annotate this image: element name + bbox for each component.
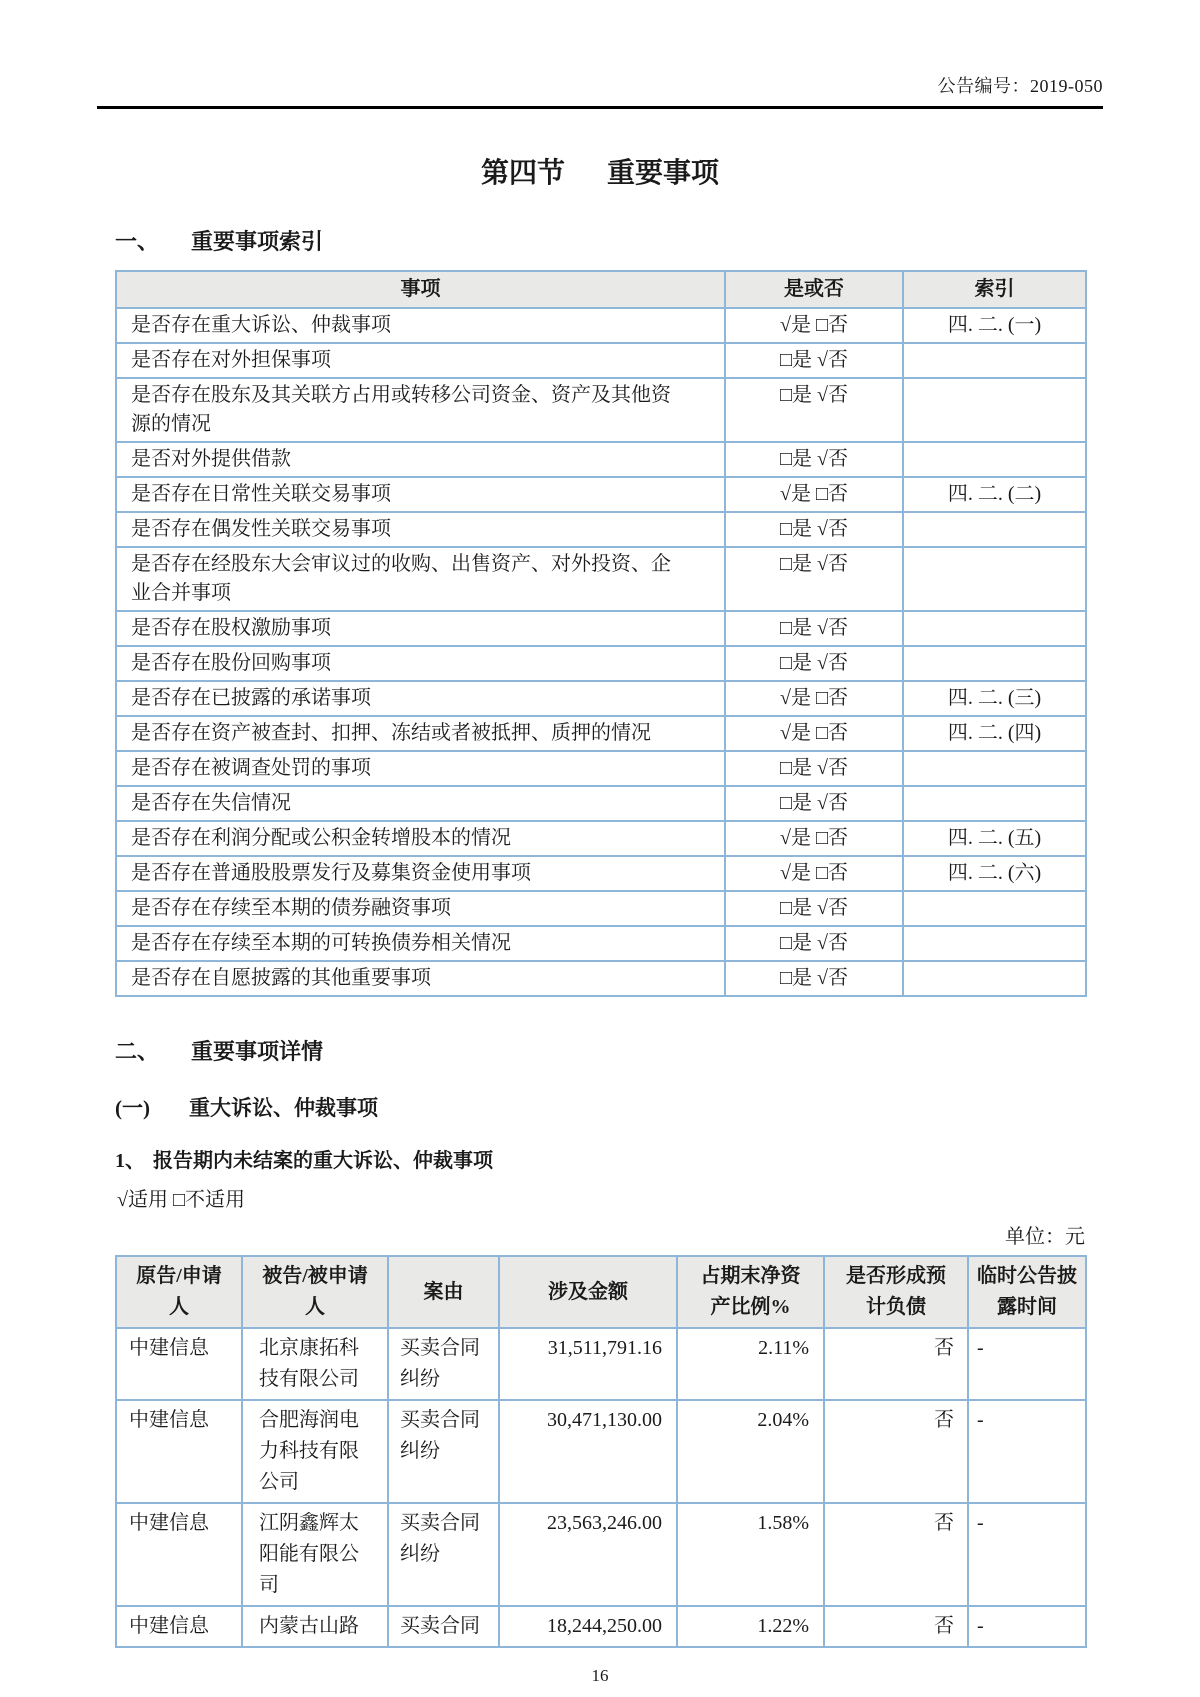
index-choice-cell: □是 √否: [725, 961, 903, 996]
lawsuit-table-header: [116, 1256, 1086, 1328]
index-choice-cell: □是 √否: [725, 646, 903, 681]
index-table-row: [116, 477, 1086, 512]
index-item-cell: 是否存在股份回购事项: [116, 646, 725, 681]
index-item-cell: 是否存在已披露的承诺事项: [116, 681, 725, 716]
index-choice-cell: □是 √否: [725, 611, 903, 646]
index-table-row: [116, 786, 1086, 821]
index-item-cell: 是否存在失信情况: [116, 786, 725, 821]
index-choice-cell: □是 √否: [725, 378, 903, 442]
column-header-yes-no: 是或否: [725, 271, 903, 308]
section-title: 重要事项详情: [191, 1039, 324, 1064]
index-choice-cell: √是 □否: [725, 681, 903, 716]
lawsuit-cause-cell: 买卖合同纠纷: [388, 1400, 499, 1503]
lawsuit-ratio-cell: 2.11%: [677, 1328, 824, 1400]
lawsuit-ratio-cell: 2.04%: [677, 1400, 824, 1503]
index-item-cell: 是否存在股东及其关联方占用或转移公司资金、资产及其他资源的情况: [116, 378, 725, 442]
lawsuit-plaintiff-cell: 中建信息: [116, 1328, 242, 1400]
index-choice-cell: □是 √否: [725, 751, 903, 786]
lawsuit-provision-cell: 否: [824, 1503, 968, 1606]
section-number: 二、: [115, 1039, 160, 1064]
page-title-section: 第四节: [480, 158, 565, 189]
index-choice-cell: □是 √否: [725, 442, 903, 477]
lawsuit-defendant-cell: 内蒙古山路: [242, 1606, 388, 1647]
index-table-header-row: [116, 271, 1086, 308]
index-table-row: [116, 646, 1086, 681]
section-title: 重要事项索引: [191, 229, 324, 254]
lawsuit-cause-cell: 买卖合同纠纷: [388, 1503, 499, 1606]
subsection-title: 重大诉讼、仲裁事项: [189, 1096, 378, 1120]
index-index-cell: [903, 646, 1086, 681]
index-choice-cell: √是 □否: [725, 716, 903, 751]
column-header-item: 事项: [116, 271, 725, 308]
index-index-cell: [903, 512, 1086, 547]
index-choice-cell: □是 √否: [725, 343, 903, 378]
lawsuit-disclosure-cell: -: [968, 1328, 1086, 1400]
index-index-cell: 四. 二. (二): [903, 477, 1086, 512]
index-table-row: [116, 751, 1086, 786]
lawsuit-defendant-cell: 北京康拓科技有限公司: [242, 1328, 388, 1400]
item-number: 1、: [115, 1150, 145, 1172]
page-title: [97, 151, 1103, 191]
index-index-cell: [903, 891, 1086, 926]
column-header-provision: 是否形成预计负债: [824, 1256, 968, 1328]
index-index-cell: [903, 611, 1086, 646]
subsection-heading-lawsuit: [115, 1092, 1103, 1122]
index-choice-cell: √是 □否: [725, 821, 903, 856]
column-header-disclosure-time: 临时公告披露时间: [968, 1256, 1086, 1328]
lawsuit-provision-cell: 否: [824, 1400, 968, 1503]
index-table-row: [116, 961, 1086, 996]
index-item-cell: 是否存在重大诉讼、仲裁事项: [116, 308, 725, 343]
index-item-cell: 是否存在资产被查封、扣押、冻结或者被抵押、质押的情况: [116, 716, 725, 751]
index-index-cell: [903, 751, 1086, 786]
index-index-cell: [903, 442, 1086, 477]
lawsuit-amount-cell: 18,244,250.00: [499, 1606, 677, 1647]
lawsuit-disclosure-cell: -: [968, 1400, 1086, 1503]
important-matters-index-table: [115, 270, 1087, 997]
index-item-cell: 是否对外提供借款: [116, 442, 725, 477]
index-table-row: [116, 891, 1086, 926]
subsection-number: (一): [115, 1096, 150, 1120]
column-header-cause: 案由: [388, 1256, 499, 1328]
section-number: 一、: [115, 229, 160, 254]
index-item-cell: 是否存在经股东大会审议过的收购、出售资产、对外投资、企业合并事项: [116, 547, 725, 611]
lawsuit-amount-cell: 31,511,791.16: [499, 1328, 677, 1400]
applicability-line: √适用 □不适用: [117, 1189, 246, 1211]
column-header-amount: 涉及金额: [499, 1256, 677, 1328]
lawsuit-ratio-cell: 1.58%: [677, 1503, 824, 1606]
index-index-cell: 四. 二. (一): [903, 308, 1086, 343]
lawsuit-defendant-cell: 合肥海润电力科技有限公司: [242, 1400, 388, 1503]
item-heading-pending-lawsuits: [115, 1144, 1103, 1173]
lawsuit-provision-cell: 否: [824, 1606, 968, 1647]
column-header-defendant: 被告/被申请人: [242, 1256, 388, 1328]
column-header-net-asset-ratio: 占期末净资产比例%: [677, 1256, 824, 1328]
index-table-row: [116, 343, 1086, 378]
section-heading-index: [115, 225, 1103, 256]
index-table-row: [116, 821, 1086, 856]
header-rule: [97, 106, 1103, 109]
index-table-body: [116, 308, 1086, 996]
lawsuit-defendant-cell: 江阴鑫辉太阳能有限公司: [242, 1503, 388, 1606]
lawsuit-detail-table: [115, 1255, 1087, 1648]
index-table-row: [116, 378, 1086, 442]
index-index-cell: 四. 二. (四): [903, 716, 1086, 751]
index-table-row: [116, 442, 1086, 477]
lawsuit-amount-cell: 23,563,246.00: [499, 1503, 677, 1606]
index-table-row: [116, 856, 1086, 891]
section-heading-details: [115, 1035, 1103, 1066]
lawsuit-amount-cell: 30,471,130.00: [499, 1400, 677, 1503]
index-item-cell: 是否存在日常性关联交易事项: [116, 477, 725, 512]
index-choice-cell: □是 √否: [725, 512, 903, 547]
item-title: 报告期内未结案的重大诉讼、仲裁事项: [153, 1150, 493, 1172]
index-index-cell: [903, 961, 1086, 996]
index-table-row: [116, 926, 1086, 961]
index-choice-cell: √是 □否: [725, 477, 903, 512]
lawsuit-provision-cell: 否: [824, 1328, 968, 1400]
index-choice-cell: □是 √否: [725, 926, 903, 961]
index-choice-cell: √是 □否: [725, 856, 903, 891]
column-header-index: 索引: [903, 271, 1086, 308]
index-choice-cell: □是 √否: [725, 891, 903, 926]
index-table-row: [116, 681, 1086, 716]
index-item-cell: 是否存在自愿披露的其他重要事项: [116, 961, 725, 996]
index-choice-cell: √是 □否: [725, 308, 903, 343]
index-item-cell: 是否存在股权激励事项: [116, 611, 725, 646]
index-choice-cell: □是 √否: [725, 786, 903, 821]
index-index-cell: [903, 926, 1086, 961]
lawsuit-table-row: [116, 1503, 1086, 1606]
lawsuit-disclosure-cell: -: [968, 1606, 1086, 1647]
lawsuit-plaintiff-cell: 中建信息: [116, 1400, 242, 1503]
index-item-cell: 是否存在偶发性关联交易事项: [116, 512, 725, 547]
index-item-cell: 是否存在对外担保事项: [116, 343, 725, 378]
page-title-text: 重要事项: [607, 158, 720, 189]
index-table-row: [116, 716, 1086, 751]
page-number: 16: [591, 1666, 609, 1685]
index-choice-cell: □是 √否: [725, 547, 903, 611]
lawsuit-disclosure-cell: -: [968, 1503, 1086, 1606]
index-table-header: [116, 271, 1086, 308]
lawsuit-table-body: [116, 1328, 1086, 1647]
lawsuit-plaintiff-cell: 中建信息: [116, 1503, 242, 1606]
index-item-cell: 是否存在普通股股票发行及募集资金使用事项: [116, 856, 725, 891]
index-index-cell: 四. 二. (五): [903, 821, 1086, 856]
index-table-row: [116, 611, 1086, 646]
index-table-row: [116, 547, 1086, 611]
lawsuit-table-header-row: [116, 1256, 1086, 1328]
index-index-cell: [903, 343, 1086, 378]
index-index-cell: [903, 547, 1086, 611]
lawsuit-ratio-cell: 1.22%: [677, 1606, 824, 1647]
index-index-cell: 四. 二. (三): [903, 681, 1086, 716]
index-item-cell: 是否存在被调查处罚的事项: [116, 751, 725, 786]
index-item-cell: 是否存在存续至本期的可转换债券相关情况: [116, 926, 725, 961]
lawsuit-plaintiff-cell: 中建信息: [116, 1606, 242, 1647]
unit-label: 单位：元: [1005, 1226, 1085, 1248]
index-item-cell: 是否存在存续至本期的债券融资事项: [116, 891, 725, 926]
lawsuit-table-row: [116, 1328, 1086, 1400]
doc-number: 公告编号：2019-050: [937, 76, 1103, 96]
index-table-row: [116, 512, 1086, 547]
index-item-cell: 是否存在利润分配或公积金转增股本的情况: [116, 821, 725, 856]
lawsuit-table-row: [116, 1400, 1086, 1503]
lawsuit-cause-cell: 买卖合同纠纷: [388, 1328, 499, 1400]
column-header-plaintiff: 原告/申请人: [116, 1256, 242, 1328]
index-index-cell: [903, 786, 1086, 821]
lawsuit-table-row: [116, 1606, 1086, 1647]
index-index-cell: [903, 378, 1086, 442]
index-index-cell: 四. 二. (六): [903, 856, 1086, 891]
index-table-row: [116, 308, 1086, 343]
lawsuit-cause-cell: 买卖合同: [388, 1606, 499, 1647]
